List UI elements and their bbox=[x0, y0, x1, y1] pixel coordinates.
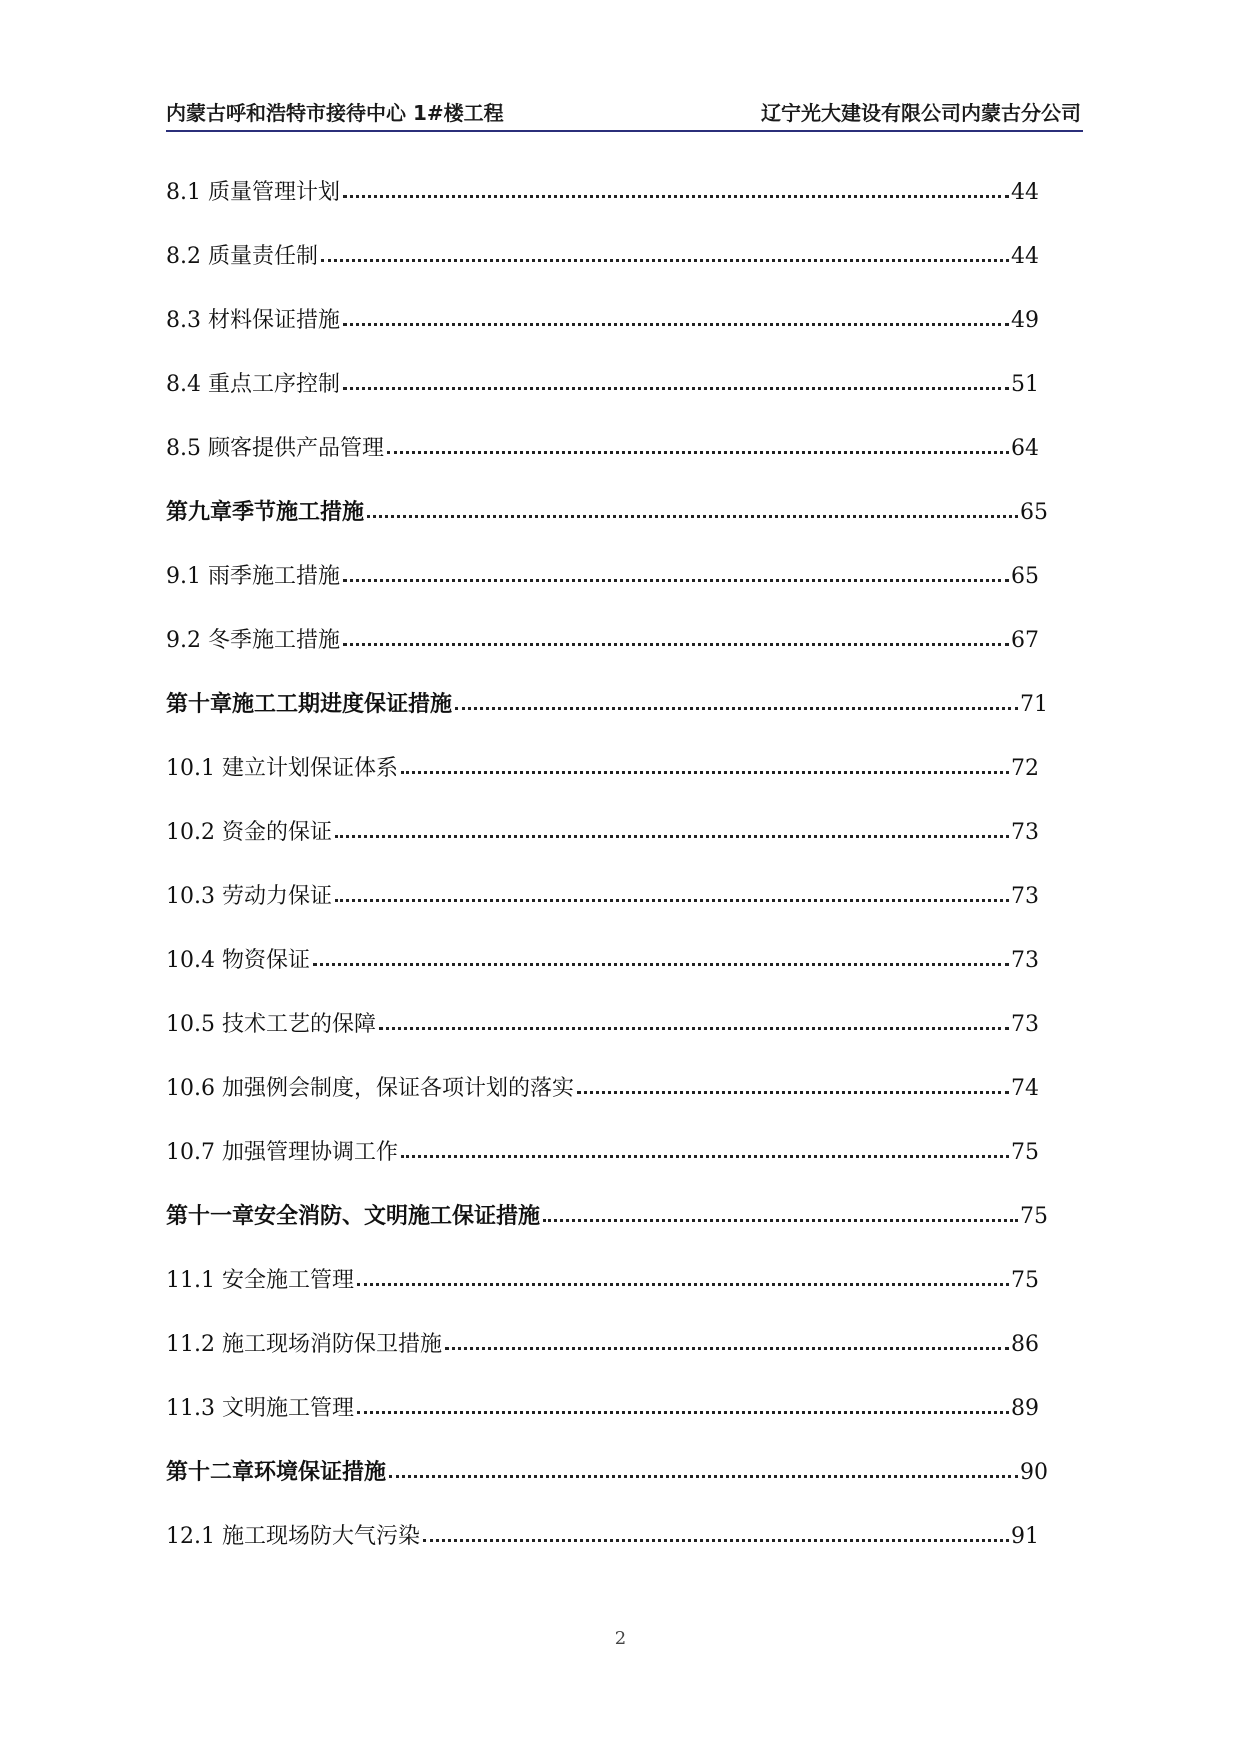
toc-entry-title: 12.1 施工现场防大气污染 bbox=[166, 1524, 420, 1549]
header-company-name: 辽宁光大建设有限公司内蒙古分公司 bbox=[761, 100, 1081, 125]
toc-section-entry[interactable] bbox=[166, 882, 1039, 946]
toc-entry-title: 第九章季节施工措施 bbox=[166, 500, 365, 525]
header-divider bbox=[166, 130, 1083, 132]
toc-dot-leader bbox=[387, 434, 1009, 454]
toc-entry-title: 8.3 材料保证措施 bbox=[166, 308, 340, 333]
toc-section-entry[interactable] bbox=[166, 562, 1039, 626]
toc-section-entry[interactable] bbox=[166, 818, 1039, 882]
toc-page-number: 89 bbox=[1011, 1396, 1039, 1421]
toc-page-number: 64 bbox=[1011, 436, 1039, 461]
toc-entry-title: 第十一章安全消防、文明施工保证措施 bbox=[166, 1204, 541, 1229]
toc-page-number: 73 bbox=[1011, 820, 1039, 845]
toc-dot-leader bbox=[357, 1394, 1009, 1414]
toc-dot-leader bbox=[367, 498, 1018, 518]
toc-page-number: 75 bbox=[1020, 1204, 1048, 1229]
toc-dot-leader bbox=[423, 1522, 1009, 1542]
toc-section-entry[interactable] bbox=[166, 306, 1039, 370]
toc-entry-title: 8.1 质量管理计划 bbox=[166, 180, 340, 205]
toc-dot-leader bbox=[343, 562, 1009, 582]
toc-dot-leader bbox=[335, 882, 1009, 902]
toc-dot-leader bbox=[343, 626, 1009, 646]
toc-page-number: 44 bbox=[1011, 244, 1039, 269]
toc-page-number: 72 bbox=[1011, 756, 1039, 781]
toc-section-entry[interactable] bbox=[166, 754, 1039, 818]
toc-chapter-entry[interactable] bbox=[166, 1202, 1048, 1266]
toc-chapter-entry[interactable] bbox=[166, 498, 1048, 562]
toc-page-number: 73 bbox=[1011, 884, 1039, 909]
toc-section-entry[interactable] bbox=[166, 1394, 1039, 1458]
toc-dot-leader bbox=[335, 818, 1009, 838]
toc-dot-leader bbox=[321, 242, 1009, 262]
toc-entry-title: 10.7 加强管理协调工作 bbox=[166, 1140, 398, 1165]
toc-page-number: 71 bbox=[1020, 692, 1048, 717]
toc-page-number: 65 bbox=[1020, 500, 1048, 525]
toc-entry-title: 第十二章环境保证措施 bbox=[166, 1460, 387, 1485]
toc-chapter-entry[interactable] bbox=[166, 1458, 1048, 1522]
toc-dot-leader bbox=[343, 370, 1009, 390]
toc-entry-title: 10.4 物资保证 bbox=[166, 948, 310, 973]
header-project-title: 内蒙古呼和浩特市接待中心 1#楼工程 bbox=[166, 100, 504, 125]
toc-entry-title: 9.1 雨季施工措施 bbox=[166, 564, 340, 589]
page-header bbox=[166, 96, 1081, 126]
toc-entry-title: 10.2 资金的保证 bbox=[166, 820, 332, 845]
toc-dot-leader bbox=[455, 690, 1018, 710]
toc-page-number: 67 bbox=[1011, 628, 1039, 653]
toc-page-number: 75 bbox=[1011, 1140, 1039, 1165]
toc-page-number: 74 bbox=[1011, 1076, 1039, 1101]
toc-dot-leader bbox=[313, 946, 1009, 966]
toc-entry-title: 8.5 顾客提供产品管理 bbox=[166, 436, 384, 461]
toc-entry-title: 11.2 施工现场消防保卫措施 bbox=[166, 1332, 442, 1357]
toc-section-entry[interactable] bbox=[166, 1010, 1039, 1074]
toc-page-number: 73 bbox=[1011, 1012, 1039, 1037]
toc-page-number: 65 bbox=[1011, 564, 1039, 589]
toc-dot-leader bbox=[577, 1074, 1009, 1094]
toc-dot-leader bbox=[401, 1138, 1009, 1158]
toc-page-number: 86 bbox=[1011, 1332, 1039, 1357]
toc-page-number: 51 bbox=[1011, 372, 1039, 397]
toc-chapter-entry[interactable] bbox=[166, 690, 1048, 754]
toc-entry-title: 10.1 建立计划保证体系 bbox=[166, 756, 398, 781]
toc-dot-leader bbox=[445, 1330, 1009, 1350]
toc-section-entry[interactable] bbox=[166, 946, 1039, 1010]
toc-entry-title: 11.1 安全施工管理 bbox=[166, 1268, 354, 1293]
page-number: 2 bbox=[614, 1628, 627, 1649]
toc-dot-leader bbox=[401, 754, 1009, 774]
toc-page-number: 75 bbox=[1011, 1268, 1039, 1293]
toc-entry-title: 8.4 重点工序控制 bbox=[166, 372, 340, 397]
toc-section-entry[interactable] bbox=[166, 1138, 1039, 1202]
toc-page-number: 44 bbox=[1011, 180, 1039, 205]
toc-entry-title: 10.6 加强例会制度，保证各项计划的落实 bbox=[166, 1076, 574, 1101]
toc-entry-title: 第十章施工工期进度保证措施 bbox=[166, 692, 453, 717]
toc-section-entry[interactable] bbox=[166, 434, 1039, 498]
toc-dot-leader bbox=[343, 178, 1009, 198]
toc-section-entry[interactable] bbox=[166, 1266, 1039, 1330]
toc-entry-title: 11.3 文明施工管理 bbox=[166, 1396, 354, 1421]
toc-dot-leader bbox=[357, 1266, 1009, 1286]
toc-page-number: 91 bbox=[1011, 1524, 1039, 1549]
toc-entry-title: 10.5 技术工艺的保障 bbox=[166, 1012, 376, 1037]
toc-section-entry[interactable] bbox=[166, 370, 1039, 434]
toc-section-entry[interactable] bbox=[166, 1330, 1039, 1394]
toc-dot-leader bbox=[543, 1202, 1018, 1222]
toc-dot-leader bbox=[379, 1010, 1009, 1030]
toc-section-entry[interactable] bbox=[166, 1522, 1039, 1586]
toc-page-number: 49 bbox=[1011, 308, 1039, 333]
toc-entry-title: 10.3 劳动力保证 bbox=[166, 884, 332, 909]
toc-page-number: 73 bbox=[1011, 948, 1039, 973]
table-of-contents bbox=[166, 178, 1066, 1586]
toc-dot-leader bbox=[343, 306, 1009, 326]
toc-entry-title: 8.2 质量责任制 bbox=[166, 244, 318, 269]
toc-entry-title: 9.2 冬季施工措施 bbox=[166, 628, 340, 653]
toc-section-entry[interactable] bbox=[166, 178, 1039, 242]
toc-section-entry[interactable] bbox=[166, 626, 1039, 690]
toc-page-number: 90 bbox=[1020, 1460, 1048, 1485]
toc-dot-leader bbox=[389, 1458, 1018, 1478]
toc-section-entry[interactable] bbox=[166, 242, 1039, 306]
toc-section-entry[interactable] bbox=[166, 1074, 1039, 1138]
